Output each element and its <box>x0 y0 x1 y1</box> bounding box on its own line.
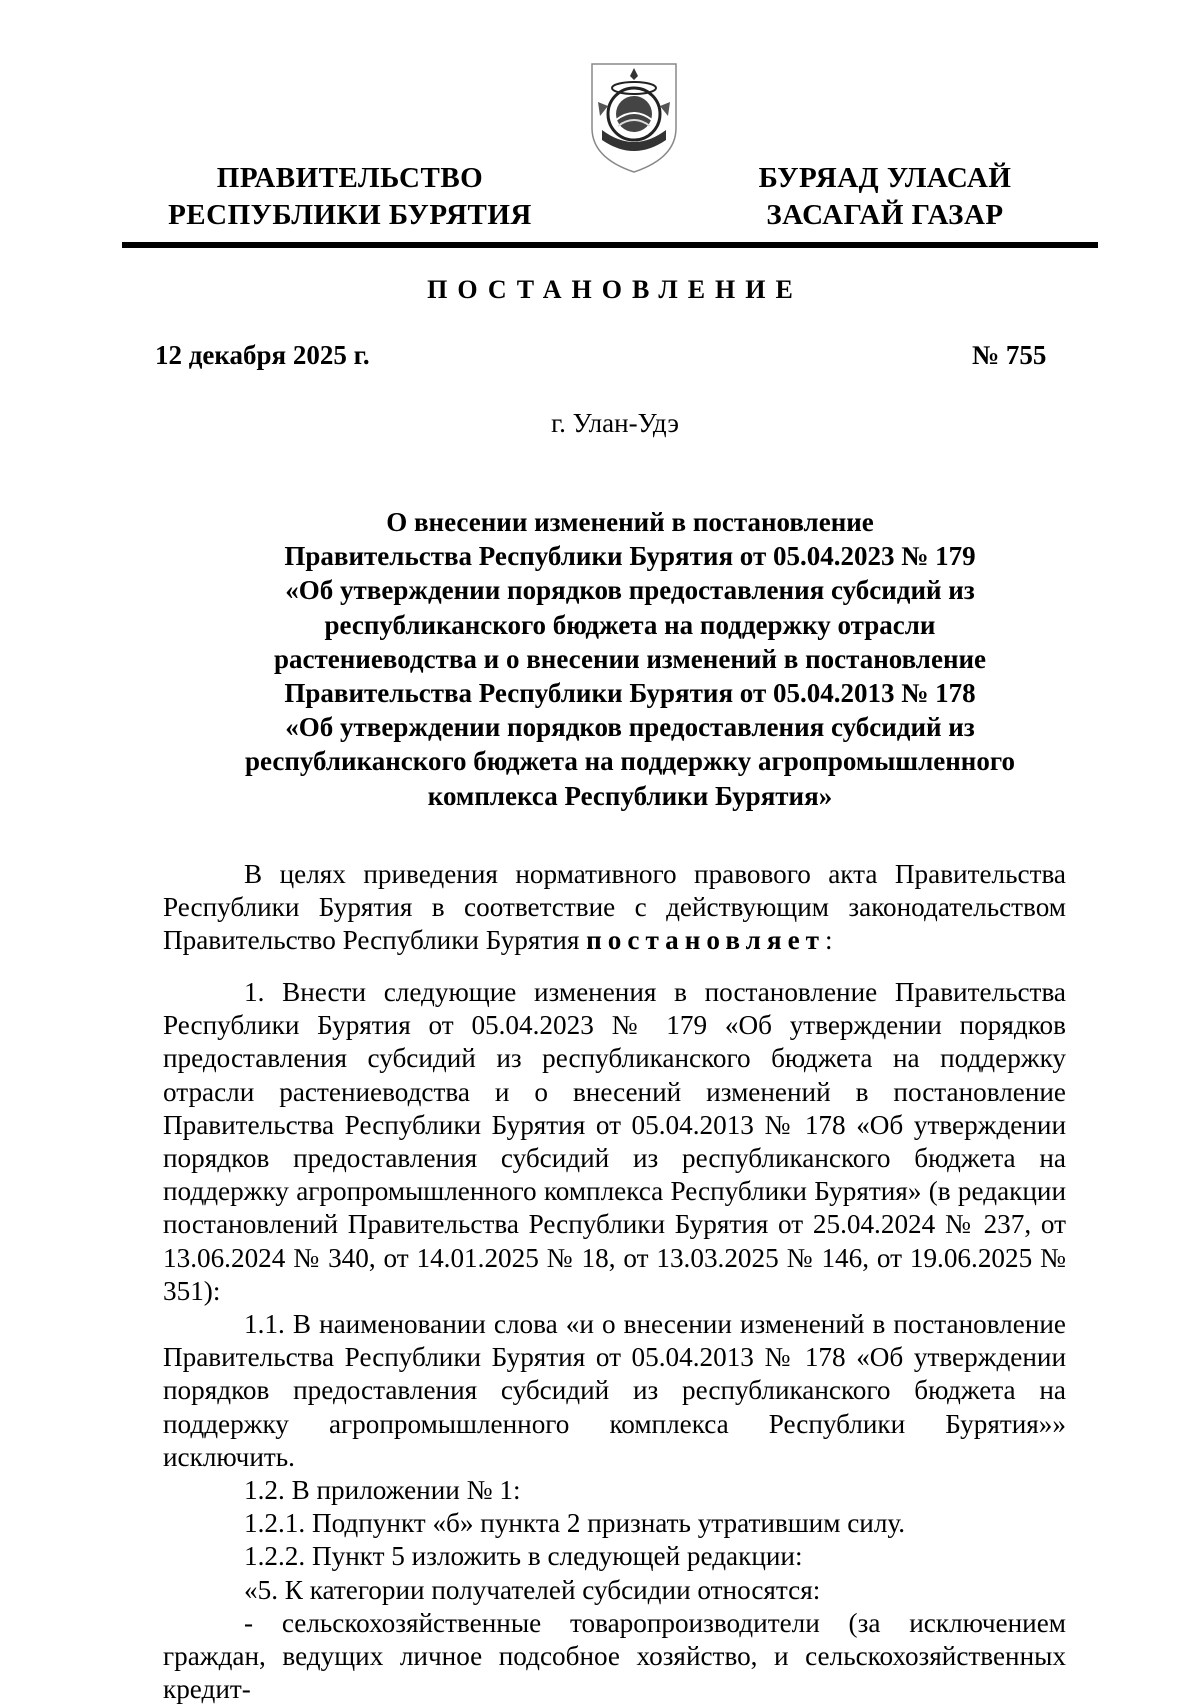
document-number: № 755 <box>972 340 1047 370</box>
paragraph: 1.1. В наименовании слова «и о внесении изменений в постановление Правительства Республики Бурятия от 05.04.2013 № 178 «Об утверждении порядков предоставления субсидий из республиканского бюджета на поддержку агропромышленного комплекса Республики Бурятия»» исключить. <box>163 1309 1066 1472</box>
paragraph: - сельскохозяйственные товаропроизводители (за исключением граждан, ведущих личное подсобное хозяйство, и сельскохозяйственных кредит- <box>163 1607 1066 1705</box>
paragraph: 1.2.1. Подпункт «б» пункта 2 признать утратившим силу. <box>244 1508 906 1539</box>
title-line: республиканского бюджета на поддержку агропромышленного <box>245 746 1015 777</box>
header-government-bua <box>720 160 1050 234</box>
decree-word: постановляет <box>586 925 826 956</box>
preamble-text: В целях приведения нормативного правового акта Правительства Республики Бурятия в соответствие с действующим законодательством Правительство Республики Бурятия <box>163 859 1066 956</box>
header-government-ru <box>150 160 550 234</box>
document-title <box>230 505 1030 813</box>
title-line: республиканского бюджета на поддержку отрасли <box>324 609 936 640</box>
preamble-colon: : <box>825 925 833 956</box>
paragraph: 1.2.2. Пункт 5 изложить в следующей редакции: <box>244 1541 803 1572</box>
header-left-line2: РЕСПУБЛИКИ БУРЯТИЯ <box>168 199 532 231</box>
header-right-line1: БУРЯАД УЛАСАЙ <box>758 162 1012 194</box>
document-body <box>163 976 1066 1706</box>
preamble <box>163 858 1066 958</box>
title-line: Правительства Республики Бурятия от 05.04.2023 № 179 <box>284 541 976 572</box>
paragraph: 1.2. В приложении № 1: <box>244 1475 521 1506</box>
title-line: Правительства Республики Бурятия от 05.04.2013 № 178 <box>284 678 976 709</box>
preamble-paragraph <box>163 858 1066 958</box>
title-line: «Об утверждении порядков предоставления субсидий из <box>285 575 975 606</box>
title-line: комплекса Республики Бурятия» <box>427 780 833 811</box>
header-right-line2: ЗАСАГАЙ ГАЗАР <box>766 199 1004 231</box>
document-type: ПОСТАНОВЛЕНИЕ <box>427 275 803 304</box>
title-line: «Об утверждении порядков предоставления субсидий из <box>285 712 975 743</box>
title-line: растениеводства и о внесении изменений в постановление <box>273 643 987 674</box>
paragraph: 1. Внести следующие изменения в постановление Правительства Республики Бурятия от 05.04.2023 № 179 «Об утверждении порядков предоставления субсидий из республиканского бюджета на поддержку отрасли растениеводства и о внесений изменений в постановление Правительства Республики Бурятия от 05.04.2013 № 178 «Об утверждении порядков предоставления субсидий из республиканского бюджета на поддержку агропромышленного комплекса Республики Бурятия» (в редакции постановлений Правительства Республики Бурятия от 25.04.2024 № 237, от 13.06.2024 № 340, от 14.01.2025 № 18, от 13.03.2025 № 146, от 19.06.2025 № 351): <box>163 977 1066 1306</box>
paragraph: «5. К категории получателей субсидии относятся: <box>244 1574 821 1605</box>
coat-of-arms-emblem <box>588 58 680 176</box>
header-left-line1: ПРАВИТЕЛЬСТВО <box>216 162 484 194</box>
header-divider <box>122 242 1098 248</box>
title-line: О внесении изменений в постановление <box>386 507 874 537</box>
document-date: 12 декабря 2025 г. <box>155 340 370 370</box>
document-city: г. Улан-Удэ <box>551 408 679 438</box>
